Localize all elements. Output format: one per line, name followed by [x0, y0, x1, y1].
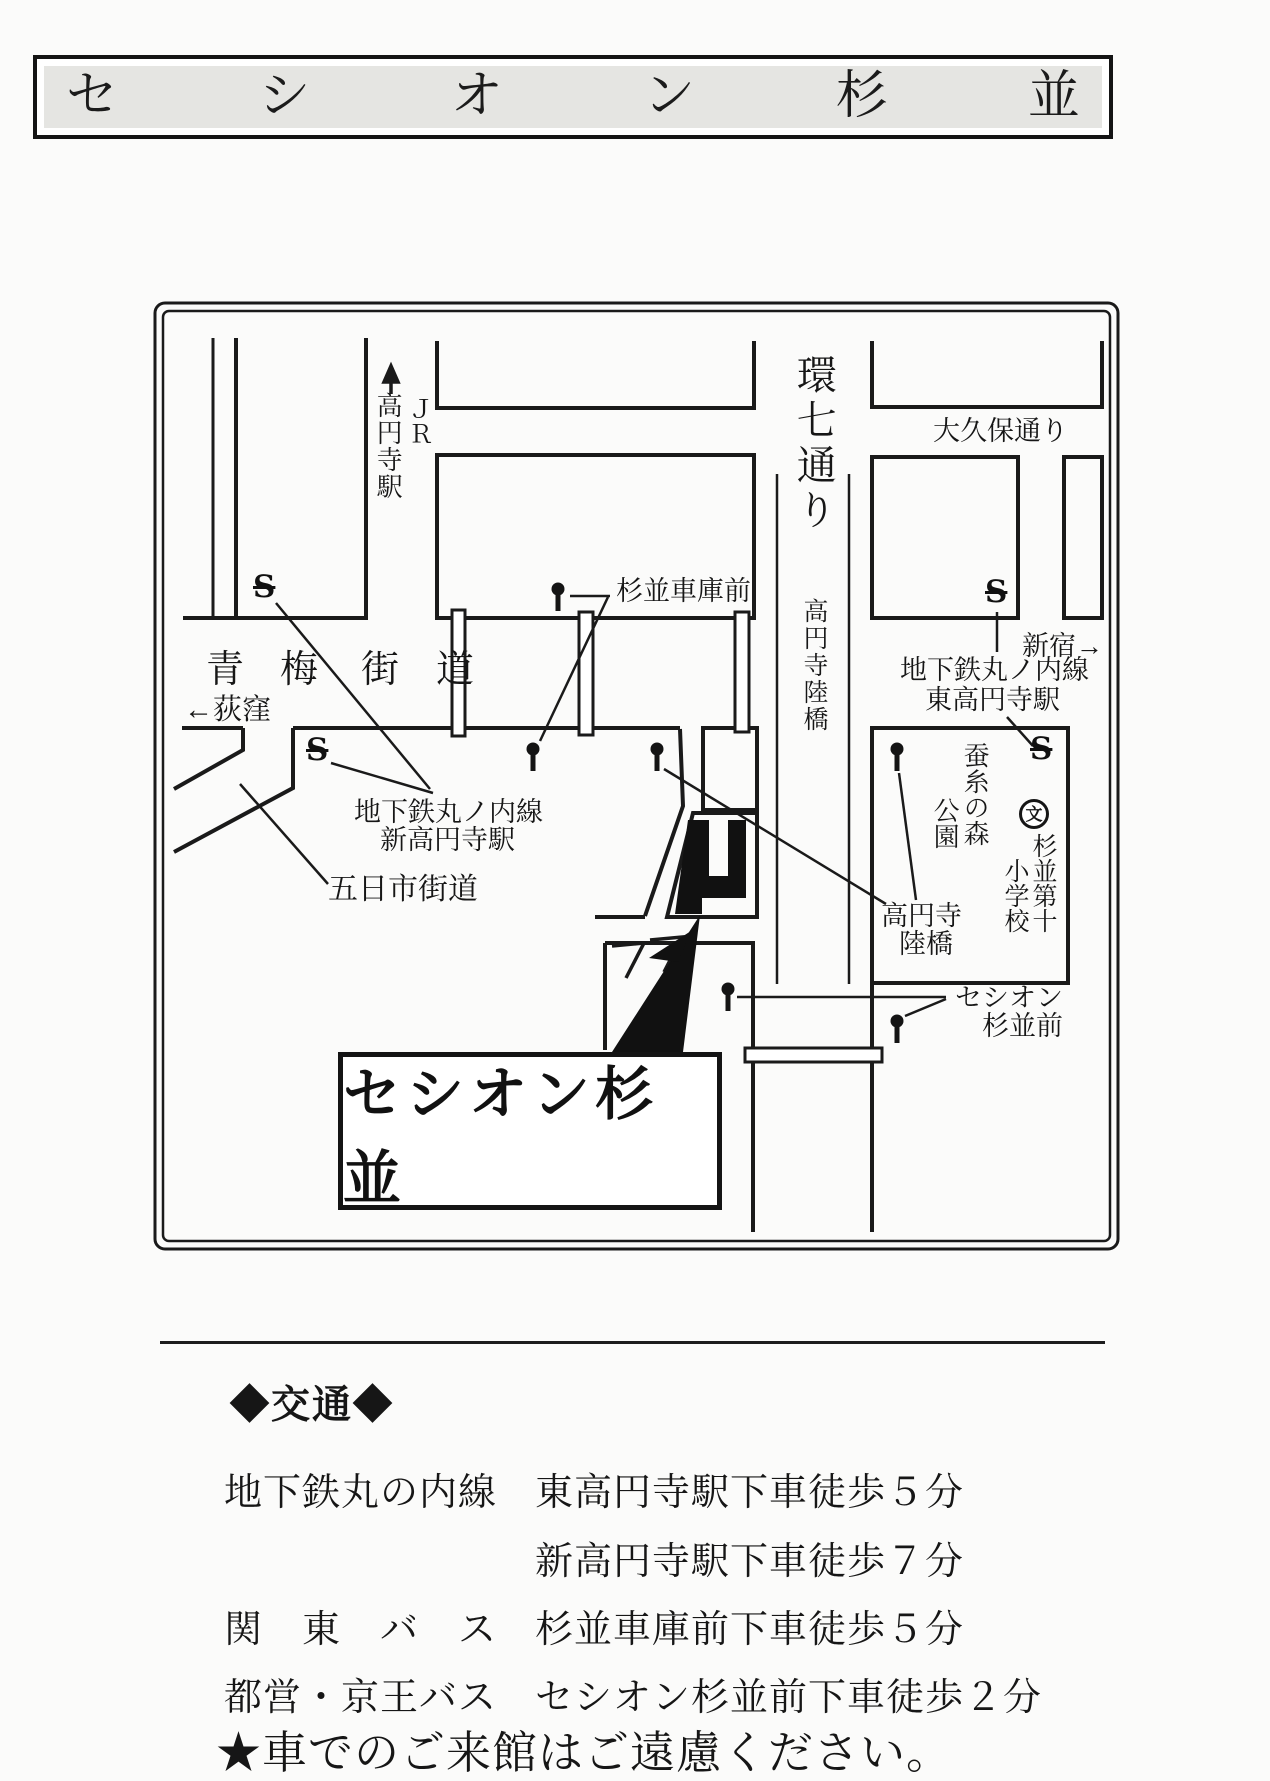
bus-stop-label-suginami-shako-mae: 杉並車庫前 [616, 576, 751, 606]
station-label-marunouchi-line: 地下鉄丸ノ内線 [354, 797, 543, 827]
road-label-ome-kaido-char: 青 [206, 649, 245, 691]
title-char: ン [643, 68, 696, 125]
title-char: 並 [1027, 68, 1080, 125]
car-note: ★車でのご来館はご遠慮ください。 [216, 1727, 953, 1778]
road-label-ome-kaido-char: 梅 [280, 649, 319, 691]
road-label-koenji-overpass: 高円寺陸橋 [800, 598, 828, 733]
bus-stop-icon [552, 583, 565, 612]
road-label-itsukaichi-kaido: 五日市街道 [328, 873, 478, 906]
school-icon: 文 [1019, 799, 1049, 829]
park-label-koen: 公園 [930, 797, 961, 849]
bus-stop-icon [527, 743, 540, 772]
transport-detail: 新高円寺駅下車徒歩７分 [535, 1541, 965, 1583]
title-char: セ [66, 68, 119, 125]
road-label-ome-kaido-char: 道 [436, 649, 475, 691]
transport-row [224, 1530, 1104, 1585]
transport-detail: 杉並車庫前下車徒歩５分 [535, 1609, 965, 1651]
label-jr: ＪＲ [405, 396, 433, 446]
bus-stop-icon [891, 743, 904, 772]
subway-icon: S [253, 569, 276, 605]
transport-row [224, 1666, 1104, 1721]
station-label-shin-koenji: 新高円寺駅 [380, 825, 515, 855]
direction-ogikubo: ←荻窪 [184, 694, 272, 726]
subway-icon: S [306, 732, 329, 768]
transport-row [224, 1461, 1104, 1516]
school-label-shogakko: 小学校 [1001, 858, 1029, 933]
bus-stop-label-session-mae2: 杉並前 [982, 1011, 1063, 1041]
bus-stop-label-koenji-rikkyo2: 陸橋 [899, 929, 953, 959]
direction-shinjuku: 新宿→ [1022, 631, 1103, 661]
school-label-suginami-daiju: 杉並第十 [1029, 833, 1057, 933]
transport-means: 地下鉄丸の内線 [224, 1472, 498, 1514]
north-arrow-icon [384, 366, 398, 394]
label-jr-koenji-station: 高円寺駅 [373, 392, 404, 500]
transport-detail: 東高円寺駅下車徒歩５分 [535, 1472, 965, 1514]
section-divider [160, 1341, 1105, 1344]
road-label-kannana-dori: 環七通り [791, 354, 836, 534]
transport-row [224, 1598, 1104, 1653]
transport-means: 都営・京王バス [224, 1677, 498, 1719]
title-char: オ [450, 68, 503, 125]
park-label-sanshi-no-mori: 蚕糸の森 [960, 742, 991, 846]
transport-heading: ◆交通◆ [230, 1384, 395, 1427]
transport-means: 関 東 バ ス [224, 1609, 498, 1651]
title-char: 杉 [835, 68, 888, 125]
bus-stop-label-koenji-rikkyo: 高円寺 [881, 901, 962, 931]
bus-stop-icon [651, 743, 664, 772]
session-suginami-label: セシオン杉並 [343, 1062, 659, 1211]
bus-stop-icon [891, 1015, 904, 1044]
building-icon [675, 820, 746, 914]
bus-stop-icon [722, 983, 735, 1012]
station-label-higashi-koenji: 東高円寺駅 [925, 685, 1060, 715]
subway-icon: S [1030, 731, 1053, 767]
title-char: シ [258, 68, 311, 125]
subway-icon: S [985, 574, 1008, 610]
road-label-okubo-dori: 大久保通り [933, 416, 1068, 446]
transport-detail: セシオン杉並前下車徒歩２分 [535, 1677, 1043, 1719]
road-label-ome-kaido-char: 街 [361, 649, 400, 691]
station-label-marunouchi-line: 地下鉄丸ノ内線 [900, 655, 1089, 685]
session-suginami-label-box [338, 1052, 722, 1210]
bus-stop-label-session-mae: セシオン [955, 983, 1063, 1013]
transport-means [224, 1530, 535, 1585]
